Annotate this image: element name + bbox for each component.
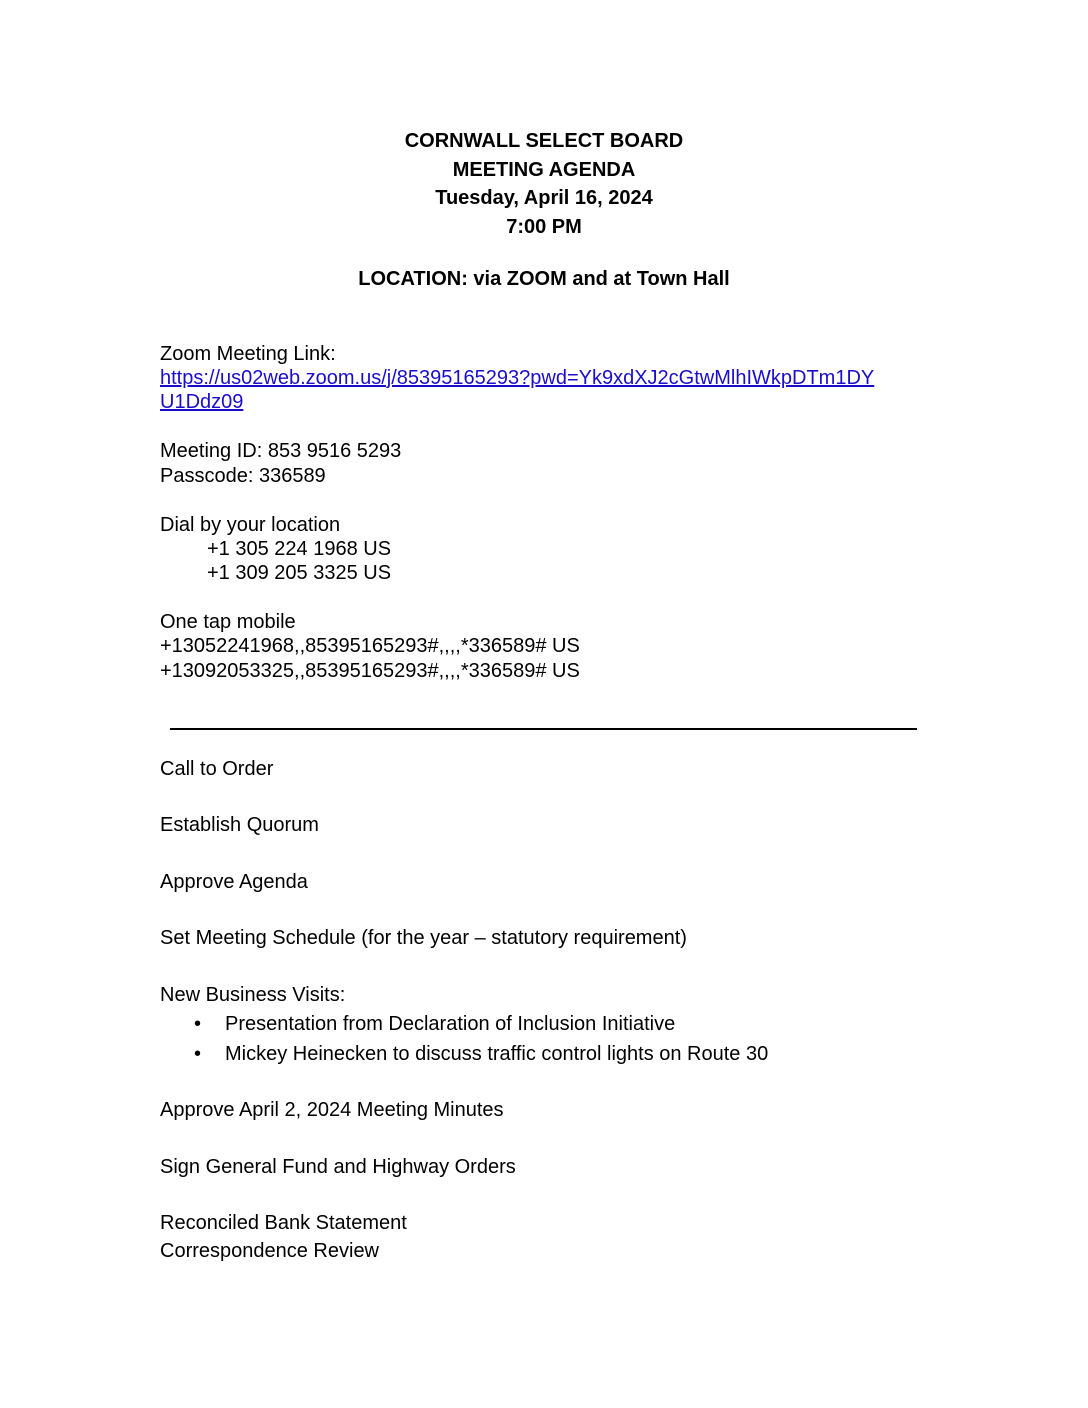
meeting-date: Tuesday, April 16, 2024 xyxy=(435,187,653,209)
bullet-icon: • xyxy=(194,1043,202,1065)
agenda-item: Establish Quorum xyxy=(160,814,319,836)
agenda-item: Correspondence Review xyxy=(160,1240,380,1262)
passcode: Passcode: 336589 xyxy=(160,465,326,487)
org-title: CORNWALL SELECT BOARD xyxy=(404,130,684,152)
agenda-item: Approve April 2, 2024 Meeting Minutes xyxy=(160,1099,504,1121)
dial-label: Dial by your location xyxy=(160,514,341,536)
agenda-item: Reconciled Bank Statement xyxy=(160,1212,407,1234)
doc-type-title: MEETING AGENDA xyxy=(452,159,636,181)
agenda-item: New Business Visits: xyxy=(160,984,346,1006)
zoom-link-line-1[interactable]: https://us02web.zoom.us/j/85395165293?pwd=Yk9xdXJ2cGtwMlhIWkpDTm1DY xyxy=(160,367,875,389)
one-tap-label: One tap mobile xyxy=(160,611,296,633)
meeting-location: LOCATION: via ZOOM and at Town Hall xyxy=(358,268,730,290)
agenda-item: Call to Order xyxy=(160,758,274,780)
agenda-subitem: Mickey Heinecken to discuss traffic control lights on Route 30 xyxy=(225,1043,769,1065)
zoom-link-label: Zoom Meeting Link: xyxy=(160,343,336,365)
one-tap-number: +13052241968,,85395165293#,,,,*336589# US xyxy=(160,635,580,657)
agenda-subitem: Presentation from Declaration of Inclusion Initiative xyxy=(225,1013,676,1035)
dial-number: +1 309 205 3325 US xyxy=(207,562,392,584)
bullet-icon: • xyxy=(194,1013,202,1035)
section-divider xyxy=(170,728,917,730)
agenda-item: Sign General Fund and Highway Orders xyxy=(160,1156,516,1178)
dial-number: +1 305 224 1968 US xyxy=(207,538,392,560)
meeting-time: 7:00 PM xyxy=(506,216,582,238)
one-tap-number: +13092053325,,85395165293#,,,,*336589# US xyxy=(160,660,580,682)
agenda-item: Approve Agenda xyxy=(160,871,308,893)
agenda-item: Set Meeting Schedule (for the year – statutory requirement) xyxy=(160,927,687,949)
meeting-id: Meeting ID: 853 9516 5293 xyxy=(160,440,402,462)
zoom-link-line-2[interactable]: U1Ddz09 xyxy=(160,391,244,413)
